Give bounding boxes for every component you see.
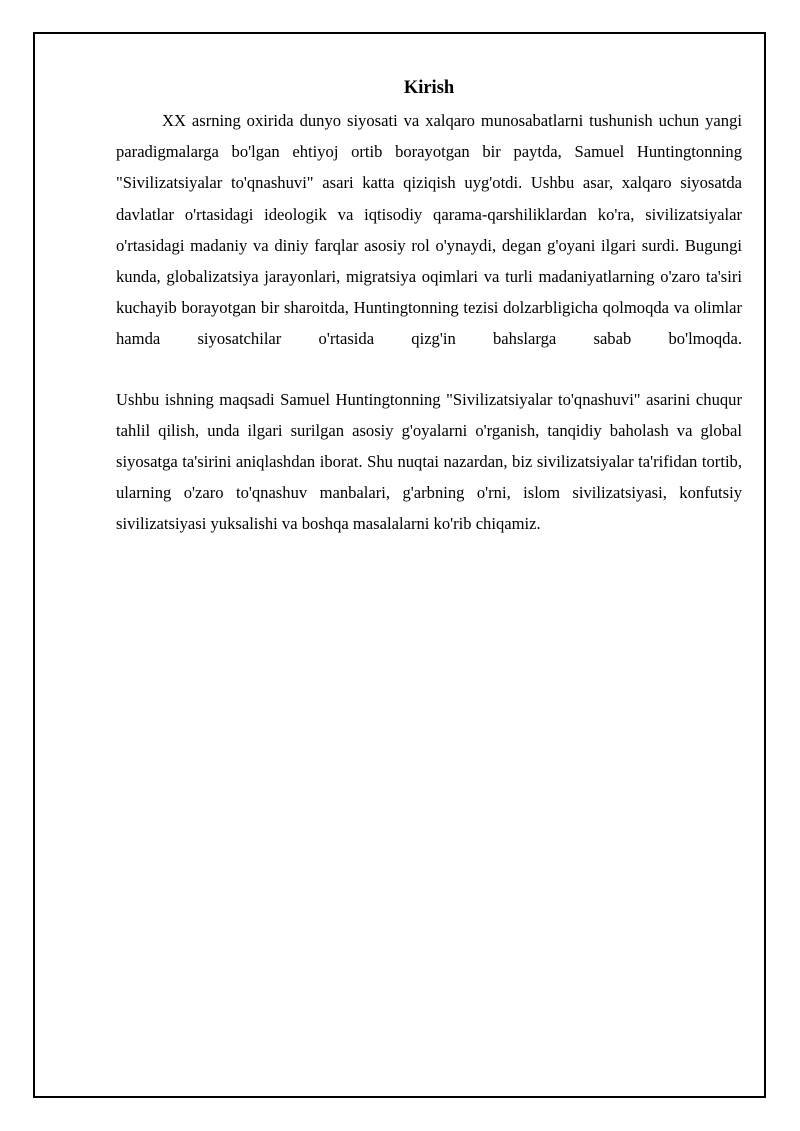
paragraph-intro: XX asrning oxirida dunyo siyosati va xalqaro munosabatlarni tushunish uchun yangi paradigmalarga bo'lgan ehtiyoj ortib borayotgan bir paytda, Samuel Huntingtonning "Sivilizatsiyalar to'qnashuvi" asari katta qiziqish uyg'otdi. Ushbu asar, xalqaro siyosatda davlatlar o'rtasidagi ideologik va iqtisodiy qarama-qarshiliklardan ko'ra, sivilizatsiyalar o'rtasidagi madaniy va diniy farqlar asosiy rol o'ynaydi, degan g'oyani ilgari surdi. Bugungi kunda, globalizatsiya jarayonlari, migratsiya oqimlari va turli madaniyatlarning o'zaro ta'siri kuchayib borayotgan bir sharoitda, Huntingtonning tezisi dolzarbligicha qolmoqda va olimlar hamda siyosatchilar o'rtasida qizg'in bahslarga sabab bo'lmoqda.	[116, 111, 742, 349]
document-title: Kirish	[403, 78, 455, 98]
document-body	[116, 74, 742, 540]
paragraph-purpose: Ushbu ishning maqsadi Samuel Huntingtonning "Sivilizatsiyalar to'qnashuvi" asarini chuqur tahlil qilish, unda ilgari surilgan asosiy g'oyalarni o'rganish, tanqidiy baholash va global siyosatga ta'sirini aniqlashdan iborat. Shu nuqtai nazardan, biz sivilizatsiyalar ta'rifidan tortib, ularning o'zaro to'qnashuv manbalari, g'arbning o'rni, islom sivilizatsiyasi, konfutsiy sivilizatsiyasi yuksalishi va boshqa masalalarni ko'rib chiqamiz.	[116, 389, 742, 534]
